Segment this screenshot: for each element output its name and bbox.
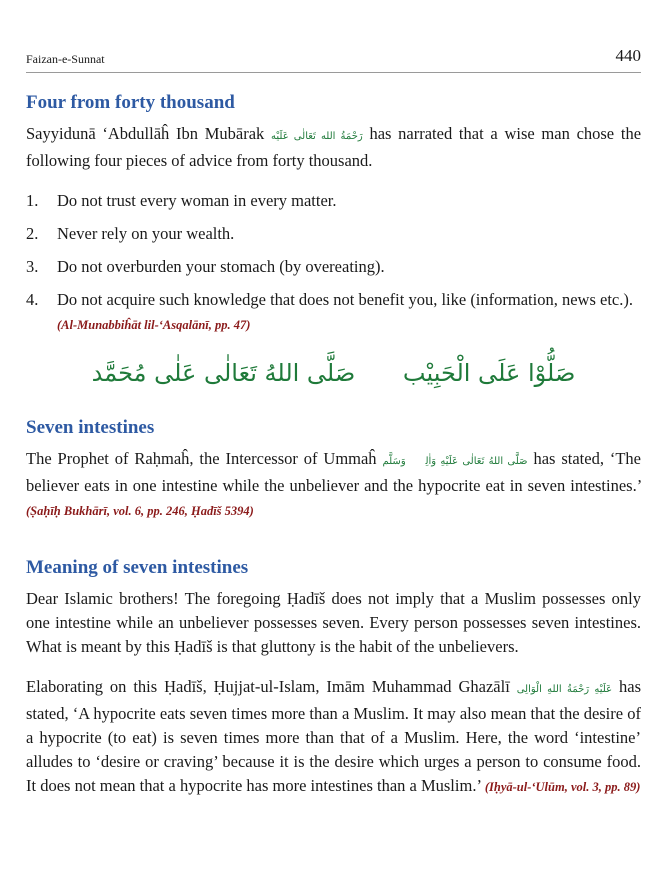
- intro-paragraph: [26, 122, 641, 173]
- section-heading-seven-intestines: Seven intestines: [26, 417, 155, 438]
- list-text: Do not acquire such knowledge that does not benefit you, like (information, news etc.).: [57, 290, 633, 309]
- reference-citation: (Ṣaḥīḥ Bukhārī, vol. 6, pp. 246, Ḥadīš 5394): [26, 504, 254, 518]
- meaning-paragraph-2: [26, 675, 641, 799]
- intro-text-b: has narrated that a wise man chose the following four pieces of advice from forty thousand.: [26, 124, 642, 170]
- page-content: [26, 92, 641, 799]
- list-number: 3.: [26, 257, 39, 276]
- hadith-text-a: The Prophet of Raḥmaĥ, the Intercessor of Ummaĥ: [26, 449, 377, 468]
- salutation-arabic: صَلَّى اللهُ تَعَالٰی عَلَيْهِ وَاٰلِهٖ وَسَلَّم: [382, 456, 528, 467]
- list-number: 4.: [26, 290, 39, 309]
- meaning-paragraph-1: Dear Islamic brothers! The foregoing Ḥadīš does not imply that a Muslim possesses only one intestine while an unbeliever possesses seven. Every person possesses seven intestines. What is meant by this Ḥadīš is that gluttony is the habit of the unbelievers.: [26, 589, 641, 656]
- durood-left: صَلَّى اللهُ تَعَالٰى عَلٰى مُحَمَّد: [91, 359, 356, 387]
- list-item: [26, 189, 641, 213]
- list-item: [26, 288, 641, 337]
- page-number: 440: [615, 46, 641, 65]
- para2-text-b: has stated, ‘A hypocrite eats seven times more than a Muslim. It may also mean that the desire of a hypocrite (to eat) is seven times more than that of a Muslim. Here, the word ‘intestine’ alludes to ‘desire or craving’ because it is the desire which urges a person to consume food. It does not mean that a hypocrite has more intestines than a Muslim.’: [26, 677, 642, 795]
- reference-citation: (Iḥyā-ul-‘Ulūm, vol. 3, pp. 89): [484, 780, 641, 794]
- page-header: [26, 46, 641, 73]
- list-text: Never rely on your wealth.: [57, 224, 235, 243]
- honorific-arabic: رَحْمَةُ الله تَعَالٰی عَلَيْه: [271, 131, 363, 142]
- book-title: Faizan-e-Sunnat: [26, 52, 105, 66]
- list-number: 2.: [26, 224, 39, 243]
- list-item: [26, 222, 641, 246]
- list-text: Do not overburden your stomach (by overeating).: [57, 257, 385, 276]
- intro-text-a: Sayyidunā ‘Abdullāĥ Ibn Mubārak: [26, 124, 265, 143]
- section-heading-four-from-forty-thousand: Four from forty thousand: [26, 92, 235, 113]
- advice-list: [26, 189, 641, 337]
- seven-intestines-paragraph: [26, 447, 641, 523]
- list-text: Do not trust every woman in every matter.: [57, 191, 337, 210]
- list-item: [26, 255, 641, 279]
- para2-text-a: Elaborating on this Ḥadīš, Ḥujjat-ul-Islam, Imām Muhammad Ghazālī: [26, 677, 510, 696]
- section-heading-meaning: Meaning of seven intestines: [26, 557, 249, 578]
- list-number: 1.: [26, 191, 39, 210]
- hadith-text-b: has stated, ‘The believer eats in one intestine while the unbeliever and the hypocrite eat in seven intestines.’: [26, 449, 642, 495]
- durood-line: [26, 359, 641, 387]
- honorific-arabic: عَلَيْهِ رَحْمَةُ اللهِ الْوَالِى: [516, 684, 613, 695]
- durood-right: صَلُّوْا عَلَى الْحَبِيْب: [402, 359, 576, 387]
- reference-citation: (Al-Munabbiĥāt lil-‘Asqalānī, pp. 47): [57, 318, 251, 332]
